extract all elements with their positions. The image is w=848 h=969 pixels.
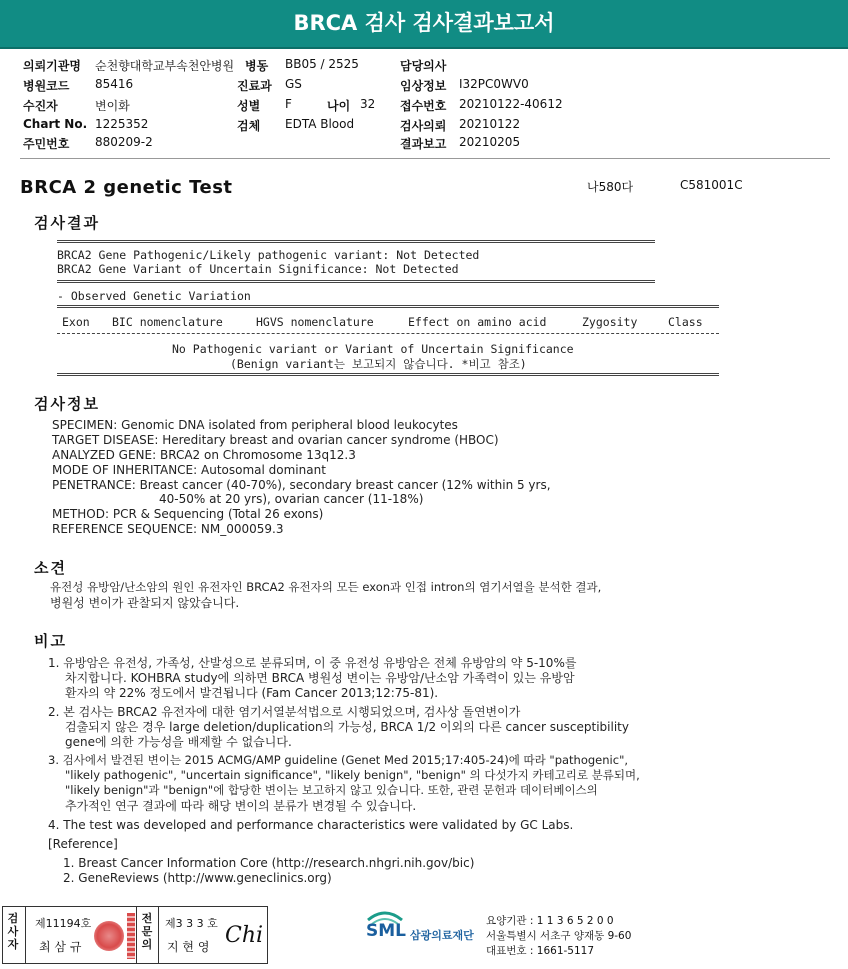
examinee-label: 수진자	[23, 99, 58, 113]
logo-text: SML	[366, 921, 406, 941]
institution-label: 의뢰기관명	[23, 59, 81, 73]
analyzed-gene-line: ANALYZED GENE: BRCA2 on Chromosome 13q12.3	[52, 448, 356, 462]
opinion-line-1: 유전성 유방암/난소암의 원인 유전자인 BRCA2 유전자의 모든 exon과 인접 intron의 염기서열을 분석한 결과,	[50, 580, 602, 594]
resident-no-value: 880209-2	[95, 135, 153, 149]
pathogenic-result: BRCA2 Gene Pathogenic/Likely pathogenic variant: Not Detected	[57, 248, 480, 262]
col-exon: Exon	[62, 315, 90, 329]
test-code-1: 나580다	[587, 180, 634, 194]
reference-item: 2. GeneReviews (http://www.geneclinics.org)	[63, 871, 332, 885]
inspector-license: 제11194호	[35, 917, 92, 930]
test-title: BRCA 2 genetic Test	[20, 177, 233, 198]
remark-line: "likely pathogenic", "uncertain significance", "likely benign", "benign" 의 다섯가지 카테고리로 분류되며,	[65, 768, 640, 782]
receipt-no-label: 접수번호	[400, 99, 447, 113]
reference-line: REFERENCE SEQUENCE: NM_000059.3	[52, 522, 284, 536]
inspector-label: 검사자	[7, 912, 19, 951]
remark-line: "likely benign"과 "benign"에 합당한 변이는 보고하지 않고 있습니다. 또한, 관련 문헌과 데이터베이스의	[65, 783, 598, 797]
specialist-name: 지 현 영	[167, 940, 210, 954]
sex-label: 성별	[237, 99, 261, 113]
department-label: 진료과	[237, 79, 272, 93]
results-heading: 검사결과	[34, 214, 100, 232]
remarks-heading: 비고	[34, 632, 67, 650]
observed-variation: - Observed Genetic Variation	[57, 289, 251, 303]
penetrance-line: PENETRANCE: Breast cancer (40-70%), secondary breast cancer (12% within 5 yrs,	[52, 478, 551, 492]
vus-result: BRCA2 Gene Variant of Uncertain Significance: Not Detected	[57, 262, 459, 276]
remark-line: 2. 본 검사는 BRCA2 유전자에 대한 염기서열분석법으로 시행되었으며, 검사상 돌연변이가	[48, 705, 521, 719]
dashed-rule	[57, 333, 719, 334]
double-rule	[57, 280, 655, 283]
remark-line: gene에 의한 가능성을 배제할 수 없습니다.	[65, 735, 292, 749]
sex-value: F	[285, 97, 292, 111]
remark-line: 3. 검사에서 발견된 변이는 2015 ACMG/AMP guideline (Genet Med 2015;17:405-24)에 따라 "pathogenic",	[48, 753, 629, 767]
request-date-label: 검사의뢰	[400, 119, 447, 133]
signature: Chi	[225, 923, 264, 948]
resident-no-label: 주민번호	[23, 137, 70, 151]
specimen-label: 검체	[237, 119, 261, 133]
department-value: GS	[285, 77, 302, 91]
double-rule	[57, 240, 655, 243]
official-seal	[127, 913, 135, 959]
specialist-label: 전문의	[141, 912, 153, 951]
receipt-no-value: 20210122-40612	[459, 97, 563, 111]
org-name: 삼광의료재단	[410, 929, 474, 942]
col-bic: BIC nomenclature	[112, 315, 223, 329]
opinion-line-2: 병원성 변이가 관찰되지 않았습니다.	[50, 596, 240, 610]
double-rule	[57, 373, 719, 376]
request-date-value: 20210122	[459, 117, 521, 131]
col-effect: Effect on amino acid	[408, 315, 547, 329]
institution-value: 순천향대학교부속천안병원	[95, 59, 235, 73]
benign-note: (Benign variant는 보고되지 않습니다. *비고 참조)	[230, 357, 527, 371]
chart-no-value: 1225352	[95, 117, 149, 131]
specimen-line: SPECIMEN: Genomic DNA isolated from peripheral blood leukocytes	[52, 418, 458, 432]
specimen-value: EDTA Blood	[285, 117, 355, 131]
age-label: 나이	[327, 99, 351, 113]
penetrance-line-cont: 40-50% at 20 yrs), ovarian cancer (11-18%)	[159, 492, 424, 506]
clinical-info-label: 임상정보	[400, 79, 447, 93]
inspector-name: 최 삼 규	[39, 940, 82, 954]
care-institution-no: 요양기관 : 1 1 3 6 5 2 0 0	[486, 915, 614, 927]
org-address: 서울특별시 서초구 양재동 9-60	[486, 930, 632, 942]
doctor-label: 담당의사	[400, 59, 447, 73]
col-class: Class	[668, 315, 703, 329]
remark-line: 검출되지 않은 경우 large deletion/duplication의 가능성, BRCA 1/2 이외의 다른 cancer susceptibility	[65, 720, 629, 734]
report-title: BRCA 검사 검사결과보고서	[293, 11, 555, 35]
test-info-heading: 검사정보	[34, 395, 100, 413]
ward-label: 병동	[245, 59, 269, 73]
reference-item: 1. Breast Cancer Information Core (http://research.nhgri.nih.gov/bic)	[63, 856, 475, 870]
double-rule	[57, 305, 719, 308]
remark-line: 환자의 약 22% 정도에서 발견됩니다 (Fam Cancer 2013;12:75-81).	[65, 686, 439, 700]
remark-line: 차지합니다. KOHBRA study에 의하면 BRCA 병원성 변이는 유방암/난소암 가족력이 있는 유방암	[65, 671, 575, 685]
report-date-value: 20210205	[459, 135, 521, 149]
remark-line: 4. The test was developed and performance characteristics were validated by GC Labs.	[48, 818, 574, 832]
hospital-code-value: 85416	[95, 77, 134, 91]
col-zygosity: Zygosity	[582, 315, 638, 329]
chart-no-label: Chart No.	[23, 117, 88, 131]
signature-box	[2, 906, 268, 964]
clinical-info-value: I32PC0WV0	[459, 77, 529, 91]
col-hgvs: HGVS nomenclature	[256, 315, 374, 329]
inheritance-line: MODE OF INHERITANCE: Autosomal dominant	[52, 463, 326, 477]
target-disease-line: TARGET DISEASE: Hereditary breast and ovarian cancer syndrome (HBOC)	[52, 433, 499, 447]
remark-line: 1. 유방암은 유전성, 가족성, 산발성으로 분류되며, 이 중 유전성 유방암은 전체 유방암의 약 5-10%를	[48, 656, 577, 670]
no-variant-note: No Pathogenic variant or Variant of Uncertain Significance	[172, 342, 574, 356]
remark-line: 추가적인 연구 결과에 따라 해당 변이의 분류가 변경될 수 있습니다.	[65, 799, 417, 813]
specialist-license: 제3 3 3 호	[165, 917, 218, 930]
examinee-value: 변이화	[95, 99, 130, 113]
reference-heading: [Reference]	[48, 837, 118, 851]
hospital-code-label: 병원코드	[23, 79, 70, 93]
report-date-label: 결과보고	[400, 137, 447, 151]
org-phone: 대표번호 : 1661-5117	[486, 945, 595, 957]
opinion-heading: 소견	[34, 559, 67, 577]
ward-value: BB05 / 2525	[285, 57, 359, 71]
divider	[20, 158, 830, 159]
test-code-2: C581001C	[680, 178, 743, 192]
age-value: 32	[360, 97, 376, 111]
official-seal	[94, 921, 124, 951]
method-line: METHOD: PCR & Sequencing (Total 26 exons)	[52, 507, 324, 521]
